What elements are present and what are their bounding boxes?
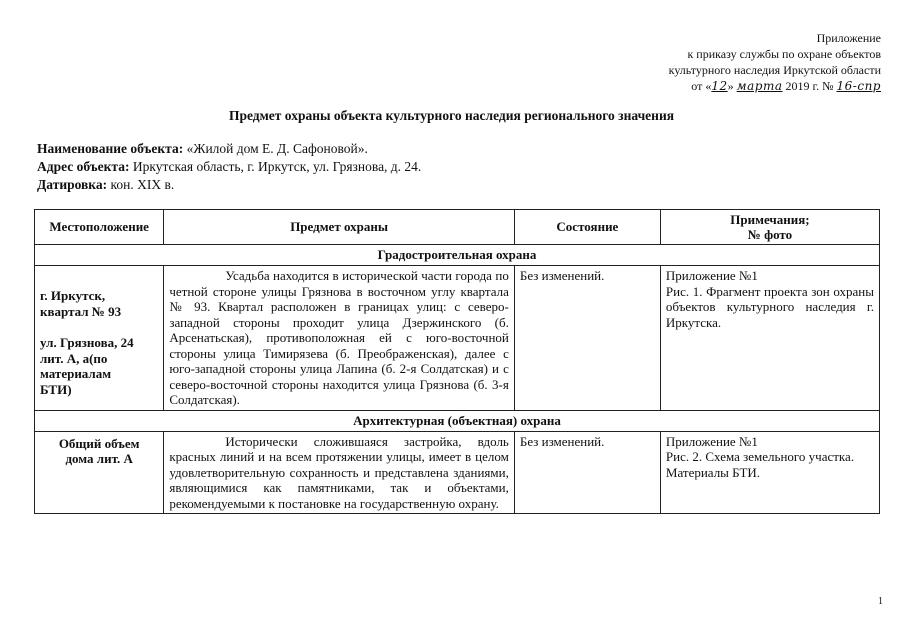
- appendix-date-line: [581, 78, 881, 94]
- cell-location: [35, 266, 164, 411]
- date-prefix: от «: [691, 79, 712, 93]
- location-line: лит. А, а(по: [40, 350, 108, 366]
- page-number: 1: [878, 596, 883, 607]
- header-state: Состояние: [514, 210, 660, 245]
- header-subject: Предмет охраны: [164, 210, 515, 245]
- object-name-value: «Жилой дом Е. Д. Сафоновой».: [183, 141, 368, 156]
- table-header-row: [35, 210, 880, 245]
- object-name-label: Наименование объекта:: [37, 141, 184, 156]
- header-notes-line2: № фото: [747, 227, 793, 242]
- cell-notes: [660, 266, 879, 411]
- table-row: [35, 431, 880, 514]
- order-number: 16-спр: [836, 79, 881, 93]
- protection-table: [34, 209, 880, 514]
- location-line: дома лит. А: [65, 451, 133, 466]
- object-dating-label: Датировка:: [37, 177, 108, 192]
- section-title-urban: Градостроительная охрана: [35, 245, 880, 266]
- appendix-line2: к приказу службы по охране объектов: [687, 47, 881, 61]
- location-line: ул. Грязнова, 24: [40, 335, 134, 350]
- note-line: Рис. 2. Схема земельного участка. Материалы БТИ.: [665, 449, 855, 480]
- location-line: квартал № 93: [40, 303, 122, 319]
- section-title-architectural: Архитектурная (объектная) охрана: [35, 410, 880, 431]
- cell-state: Без изменений.: [514, 266, 660, 411]
- object-address-label: Адрес объекта:: [37, 159, 130, 174]
- note-line: Приложение №1: [665, 433, 758, 449]
- header-notes: [660, 210, 879, 245]
- object-address: [37, 158, 421, 176]
- header-notes-line1: Примечания;: [730, 211, 810, 227]
- cell-subject: Усадьба находится в исторической части города по четной стороне улицы Грязнова в восточном углу квартала № 93. Квартал расположен в границах улиц: с северо-западной стороны проходит улица Дзержинского (б. Арсенатьская), противоположная ей с юго-восточной стороны улица Тимирязева (б. Преображенская), далее с юго-западной стороны улица Лапина (б. 2-я Солдатская) и с северо-восточной стороны находится улица Грязнова (б. 3-я Солдатская).: [164, 266, 515, 411]
- appendix-line3: культурного наследия Иркутской области: [668, 63, 881, 77]
- document-title: Предмет охраны объекта культурного наследия регионального значения: [228, 108, 675, 123]
- cell-state: Без изменений.: [514, 431, 660, 514]
- location-line: Общий объем: [58, 435, 140, 451]
- appendix-line1: Приложение: [816, 31, 881, 45]
- section-row: [35, 410, 880, 431]
- date-mid: »: [727, 79, 737, 93]
- location-line: БТИ): [40, 381, 72, 397]
- object-dating: [37, 176, 421, 194]
- location-line: материалам: [40, 366, 112, 381]
- date-day: 12: [711, 79, 728, 93]
- cell-subject: Исторически сложившаяся застройка, вдоль красных линий и на всем протяжении улицы, имеет в целом удовлетворительную сохранность и представлена зданиями, являющимися как памятниками, так и объектами, рекомендуемыми к постановке на государственную охрану.: [164, 431, 515, 514]
- table-row: [35, 266, 880, 411]
- header-location: Местоположение: [35, 210, 164, 245]
- note-line: Приложение №1: [665, 268, 758, 283]
- object-dating-value: кон. XIX в.: [107, 177, 175, 192]
- location-spacer: [40, 319, 158, 335]
- appendix-header: [581, 30, 881, 94]
- date-month: марта: [736, 79, 783, 93]
- note-line: Рис. 1. Фрагмент проекта зон охраны объектов культурного наследия г. Иркутска.: [665, 283, 874, 330]
- date-year: 2019 г. №: [782, 79, 837, 93]
- cell-location: [35, 431, 164, 514]
- object-address-value: Иркутская область, г. Иркутск, ул. Грязнова, д. 24.: [129, 159, 422, 174]
- section-row: [35, 245, 880, 266]
- object-name: [37, 140, 421, 158]
- object-meta: [37, 140, 421, 194]
- location-line: г. Иркутск,: [40, 288, 106, 303]
- cell-notes: [660, 431, 879, 514]
